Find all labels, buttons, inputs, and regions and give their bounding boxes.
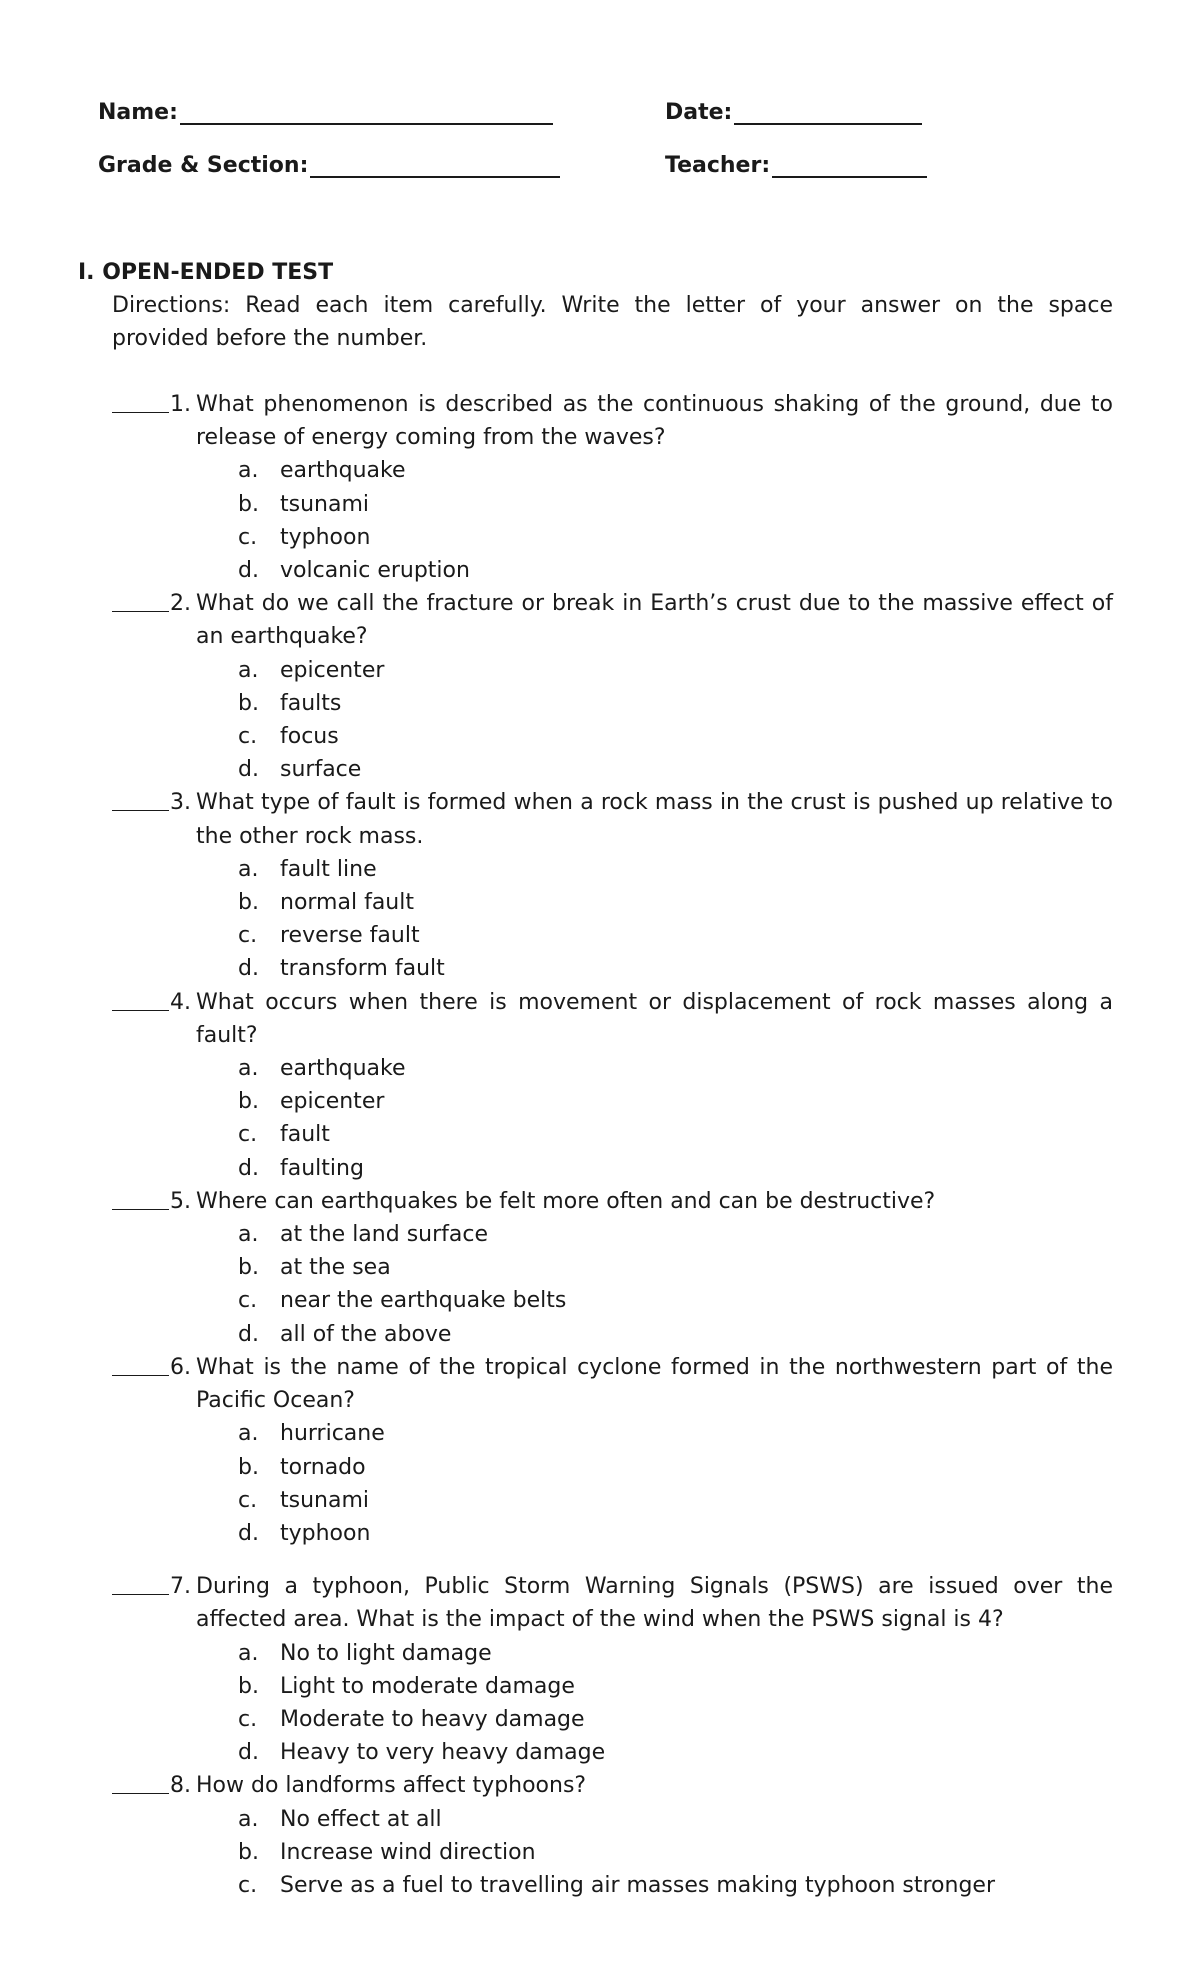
question-text: What type of fault is formed when a rock mass in the crust is pushed up relative to the other rock mass. bbox=[196, 790, 1113, 849]
answer-option bbox=[112, 654, 1113, 687]
option-text: faults bbox=[280, 690, 342, 716]
section-title: I. OPEN-ENDED TEST bbox=[78, 260, 334, 285]
answer-option bbox=[112, 1052, 1113, 1085]
option-text: Increase wind direction bbox=[280, 1839, 536, 1865]
teacher-field bbox=[665, 153, 927, 178]
answer-option bbox=[112, 1869, 1113, 1902]
answer-option bbox=[112, 1417, 1113, 1450]
answer-blank[interactable] bbox=[112, 1769, 169, 1794]
question-number: 4. bbox=[170, 989, 191, 1015]
option-letter: c. bbox=[238, 1487, 258, 1513]
question-text: During a typhoon, Public Storm Warning Signals (PSWS) are issued over the affected area. What is the impact of the wind when the PSWS signal is 4? bbox=[196, 1574, 1113, 1633]
question-item bbox=[112, 388, 1113, 587]
answer-blank[interactable] bbox=[112, 1351, 169, 1376]
option-list bbox=[112, 1218, 1113, 1351]
option-list bbox=[112, 1417, 1113, 1550]
option-text: earthquake bbox=[280, 458, 406, 484]
option-text: surface bbox=[280, 757, 362, 783]
question-number: 3. bbox=[170, 790, 191, 816]
answer-option bbox=[112, 886, 1113, 919]
answer-option bbox=[112, 488, 1113, 521]
option-letter: c. bbox=[238, 923, 258, 949]
answer-option bbox=[112, 1670, 1113, 1703]
option-letter: a. bbox=[238, 657, 259, 683]
option-letter: b. bbox=[238, 890, 259, 916]
question-line bbox=[112, 986, 1113, 1052]
name-blank[interactable] bbox=[180, 101, 553, 125]
option-letter: b. bbox=[238, 491, 259, 517]
option-letter: d. bbox=[238, 1321, 259, 1347]
option-list bbox=[112, 454, 1113, 587]
option-letter: a. bbox=[238, 1222, 259, 1248]
question-number: 1. bbox=[170, 392, 191, 417]
option-list bbox=[112, 654, 1113, 787]
answer-option bbox=[112, 454, 1113, 487]
question-item bbox=[112, 1570, 1113, 1769]
option-letter: a. bbox=[238, 458, 259, 484]
answer-blank[interactable] bbox=[112, 986, 169, 1011]
option-letter: d. bbox=[238, 558, 259, 584]
option-letter: c. bbox=[238, 724, 258, 750]
answer-option bbox=[112, 1484, 1113, 1517]
option-letter: d. bbox=[238, 1155, 259, 1181]
question-text: What occurs when there is movement or displacement of rock masses along a fault? bbox=[196, 989, 1113, 1048]
option-letter: c. bbox=[238, 1122, 258, 1148]
option-text: fault bbox=[280, 1122, 330, 1148]
grade-section-blank[interactable] bbox=[310, 154, 560, 178]
answer-option bbox=[112, 687, 1113, 720]
option-letter: b. bbox=[238, 1454, 259, 1480]
question-text: What is the name of the tropical cyclone formed in the northwestern part of the Pacific Ocean? bbox=[196, 1354, 1113, 1414]
answer-blank[interactable] bbox=[112, 587, 169, 612]
option-letter: a. bbox=[238, 1056, 259, 1082]
grade-section-field bbox=[98, 153, 560, 178]
question-line bbox=[112, 786, 1113, 852]
answer-option bbox=[112, 1736, 1113, 1769]
answer-blank[interactable] bbox=[112, 388, 169, 413]
option-text: at the sea bbox=[280, 1255, 391, 1281]
option-text: normal fault bbox=[280, 890, 414, 916]
option-text: typhoon bbox=[280, 1520, 371, 1546]
option-text: typhoon bbox=[280, 524, 371, 550]
question-item bbox=[112, 1185, 1113, 1351]
option-letter: d. bbox=[238, 757, 259, 783]
option-text: Serve as a fuel to travelling air masses making typhoon stronger bbox=[280, 1872, 995, 1898]
question-number: 5. bbox=[170, 1188, 191, 1214]
answer-option bbox=[112, 1517, 1113, 1550]
answer-blank[interactable] bbox=[112, 786, 169, 811]
option-letter: b. bbox=[238, 1255, 259, 1281]
name-field bbox=[98, 100, 553, 125]
option-text: all of the above bbox=[280, 1321, 452, 1347]
option-letter: d. bbox=[238, 1740, 259, 1766]
answer-blank[interactable] bbox=[112, 1570, 169, 1595]
answer-option bbox=[112, 1836, 1113, 1869]
answer-option bbox=[112, 521, 1113, 554]
answer-option bbox=[112, 1152, 1113, 1185]
question-number: 8. bbox=[170, 1773, 191, 1799]
option-list bbox=[112, 1637, 1113, 1770]
question-list bbox=[112, 388, 1113, 1902]
option-text: reverse fault bbox=[280, 923, 420, 949]
answer-option bbox=[112, 554, 1113, 587]
option-letter: a. bbox=[238, 856, 259, 882]
directions-text: Directions: Read each item carefully. Write the letter of your answer on the space provided before the number. bbox=[112, 293, 1113, 351]
option-text: focus bbox=[280, 724, 339, 750]
question-text: How do landforms affect typhoons? bbox=[196, 1773, 587, 1799]
option-letter: d. bbox=[238, 1520, 259, 1546]
answer-option bbox=[112, 720, 1113, 753]
answer-option bbox=[112, 1218, 1113, 1251]
option-list bbox=[112, 853, 1113, 986]
option-text: tornado bbox=[280, 1454, 366, 1480]
option-letter: b. bbox=[238, 1839, 259, 1865]
grade-section-label: Grade & Section: bbox=[98, 153, 309, 178]
answer-option bbox=[112, 1637, 1113, 1670]
question-item bbox=[112, 1769, 1113, 1902]
answer-option bbox=[112, 1803, 1113, 1836]
option-text: at the land surface bbox=[280, 1222, 489, 1248]
option-text: near the earthquake belts bbox=[280, 1288, 567, 1314]
option-text: fault line bbox=[280, 856, 377, 882]
question-text: What do we call the fracture or break in Earth’s crust due to the massive effect of an earthquake? bbox=[196, 591, 1113, 650]
option-text: No to light damage bbox=[280, 1640, 492, 1666]
answer-option bbox=[112, 1703, 1113, 1736]
question-item bbox=[112, 786, 1113, 985]
question-text: What phenomenon is described as the continuous shaking of the ground, due to release of energy coming from the waves? bbox=[196, 392, 1113, 451]
option-text: transform fault bbox=[280, 956, 445, 982]
option-letter: c. bbox=[238, 1706, 258, 1732]
date-label: Date: bbox=[665, 100, 733, 125]
question-number: 6. bbox=[170, 1354, 191, 1380]
answer-option bbox=[112, 1318, 1113, 1351]
answer-option bbox=[112, 1451, 1113, 1484]
option-text: tsunami bbox=[280, 491, 369, 517]
option-letter: a. bbox=[238, 1806, 259, 1832]
question-line bbox=[112, 388, 1113, 454]
question-line bbox=[112, 1351, 1113, 1417]
teacher-blank[interactable] bbox=[772, 154, 927, 178]
option-text: hurricane bbox=[280, 1421, 385, 1447]
answer-option bbox=[112, 1251, 1113, 1284]
option-text: Light to moderate damage bbox=[280, 1673, 575, 1699]
answer-option bbox=[112, 1118, 1113, 1151]
option-letter: b. bbox=[238, 1089, 259, 1115]
answer-option bbox=[112, 1284, 1113, 1317]
teacher-label: Teacher: bbox=[665, 153, 771, 178]
option-text: Moderate to heavy damage bbox=[280, 1706, 585, 1732]
option-letter: c. bbox=[238, 1288, 258, 1314]
answer-option bbox=[112, 952, 1113, 985]
answer-option bbox=[112, 919, 1113, 952]
option-letter: d. bbox=[238, 956, 259, 982]
option-text: No effect at all bbox=[280, 1806, 442, 1832]
question-line bbox=[112, 1769, 1113, 1802]
answer-blank[interactable] bbox=[112, 1185, 169, 1210]
question-number: 2. bbox=[170, 591, 191, 617]
question-line bbox=[112, 1185, 1113, 1218]
question-number: 7. bbox=[170, 1574, 191, 1600]
date-field bbox=[665, 100, 922, 125]
option-text: volcanic eruption bbox=[280, 558, 470, 584]
answer-option bbox=[112, 1085, 1113, 1118]
option-letter: a. bbox=[238, 1421, 259, 1447]
question-spacer bbox=[112, 1550, 1113, 1570]
question-item bbox=[112, 986, 1113, 1185]
option-list bbox=[112, 1803, 1113, 1903]
answer-option bbox=[112, 853, 1113, 886]
question-line bbox=[112, 1570, 1113, 1636]
option-text: faulting bbox=[280, 1155, 364, 1181]
question-text: Where can earthquakes be felt more often and can be destructive? bbox=[196, 1188, 936, 1214]
option-text: epicenter bbox=[280, 1089, 385, 1115]
option-list bbox=[112, 1052, 1113, 1185]
option-text: epicenter bbox=[280, 657, 385, 683]
option-text: tsunami bbox=[280, 1487, 369, 1513]
answer-option bbox=[112, 753, 1113, 786]
option-letter: b. bbox=[238, 1673, 259, 1699]
name-label: Name: bbox=[98, 100, 178, 125]
option-text: earthquake bbox=[280, 1056, 406, 1082]
option-letter: b. bbox=[238, 690, 259, 716]
question-line bbox=[112, 587, 1113, 653]
option-text: Heavy to very heavy damage bbox=[280, 1740, 606, 1766]
question-item bbox=[112, 1351, 1113, 1550]
question-item bbox=[112, 587, 1113, 786]
option-letter: c. bbox=[238, 1872, 258, 1898]
option-letter: a. bbox=[238, 1640, 259, 1666]
option-letter: c. bbox=[238, 524, 258, 550]
date-blank[interactable] bbox=[734, 101, 922, 125]
